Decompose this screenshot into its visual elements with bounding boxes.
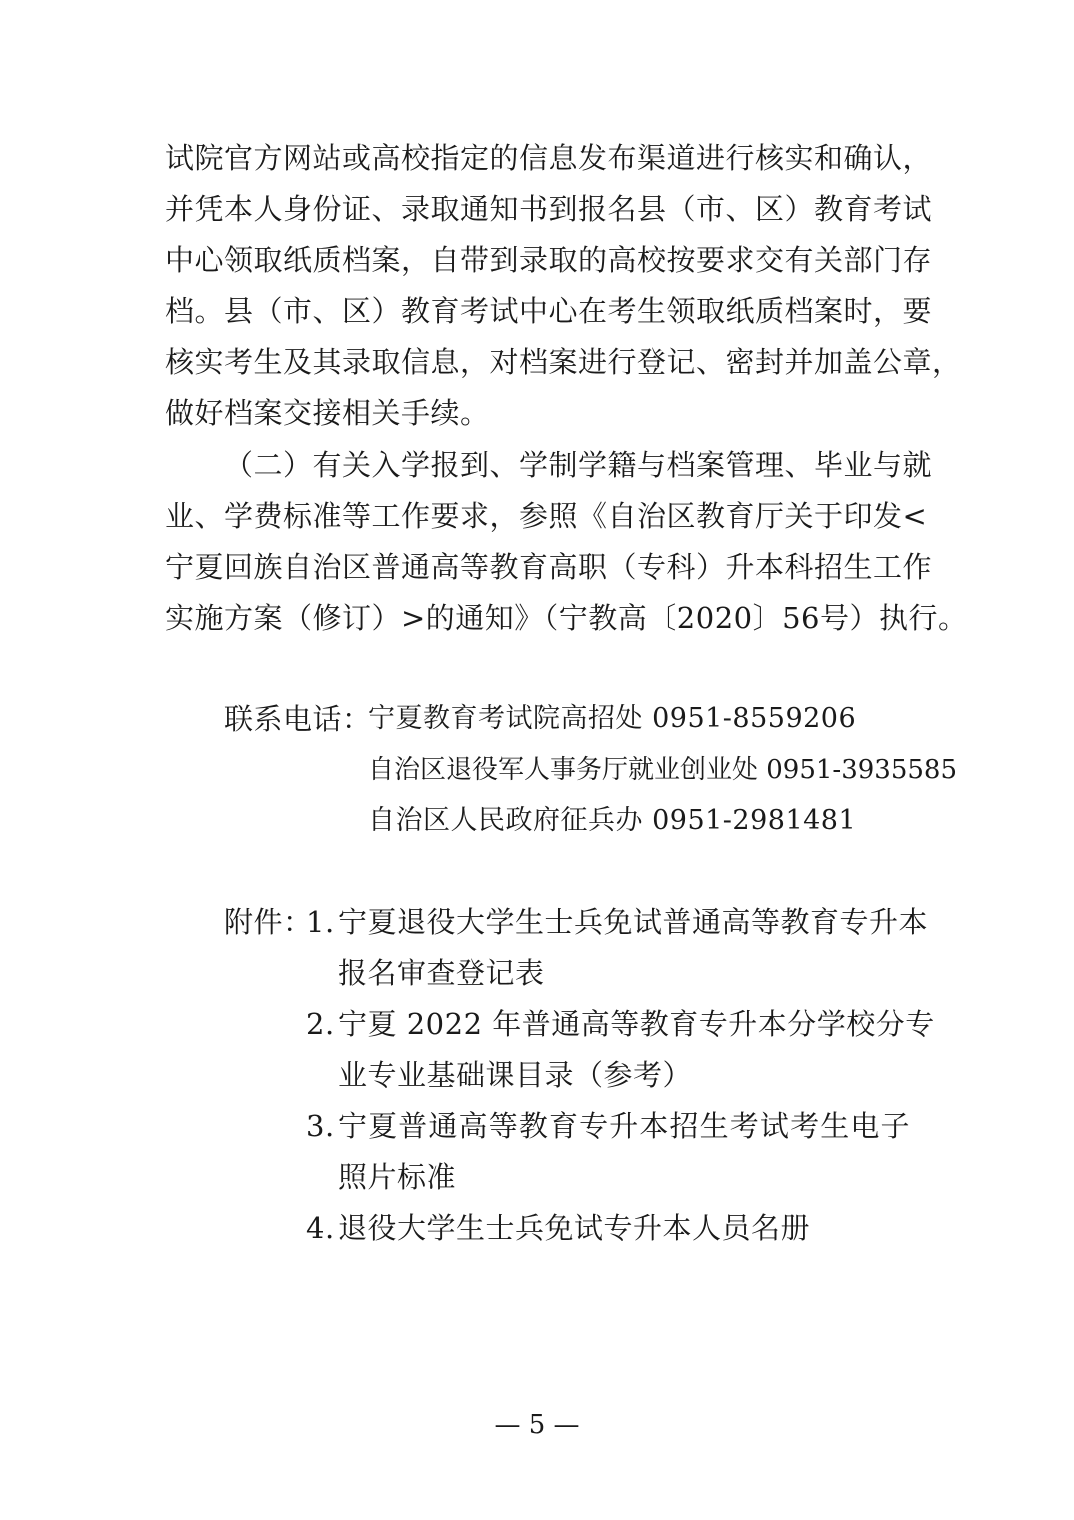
paragraph-2-line-3: 宁夏回族自治区普通高等教育高职（专科）升本科招生工作 [165,550,933,584]
paragraph-1-line-4: 档。县（市、区）教育考试中心在考生领取纸质档案时，要 [165,294,933,328]
page-number: — 5 — [494,1410,580,1440]
paragraph-2-line-2: 业、学费标准等工作要求，参照《自治区教育厅关于印发< [165,499,928,533]
contacts-label: 联系电话： [224,702,372,736]
paragraph-1-line-2: 并凭本人身份证、录取通知书到报名县（市、区）教育考试 [165,192,933,226]
attachment-1-number: 1. [306,905,335,939]
paragraph-1-line-1: 试院官方网站或高校指定的信息发布渠道进行核实和确认， [165,141,933,175]
attachment-1-line-2: 报名审查登记表 [338,956,545,990]
contact-item-veterans-dept: 自治区退役军人事务厅就业创业处 0951-3935585 [368,755,958,785]
attachment-2-line-1: 宁夏 2022 年普通高等教育专升本分学校分专 [338,1007,935,1041]
contact-item-exam-institute: 宁夏教育考试院高招处 0951-8559206 [368,703,857,734]
attachment-2-number: 2. [306,1007,335,1041]
paragraph-1-line-3: 中心领取纸质档案，自带到录取的高校按要求交有关部门存 [165,243,933,277]
attachment-3-line-1: 宁夏普通高等教育专升本招生考试考生电子 [338,1109,910,1143]
paragraph-2-line-1: （二）有关入学报到、学制学籍与档案管理、毕业与就 [224,448,933,482]
attachments-label: 附件： [224,905,313,939]
attachment-4-line-1: 退役大学生士兵免试专升本人员名册 [338,1211,811,1245]
attachment-3-line-2: 照片标准 [338,1160,457,1194]
attachment-2-line-2: 业专业基础课目录（参考） [338,1058,693,1092]
paragraph-2-line-4: 实施方案（修订）>的通知》（宁教高〔2020〕56号）执行。 [165,601,968,635]
paragraph-1-line-6: 做好档案交接相关手续。 [165,396,490,430]
attachment-3-number: 3. [306,1109,335,1143]
attachment-1-line-1: 宁夏退役大学生士兵免试普通高等教育专升本 [338,905,929,939]
contact-item-conscription-office: 自治区人民政府征兵办 0951-2981481 [368,805,857,836]
paragraph-1-line-5: 核实考生及其录取信息，对档案进行登记、密封并加盖公章， [165,345,962,379]
attachment-4-number: 4. [306,1211,335,1245]
